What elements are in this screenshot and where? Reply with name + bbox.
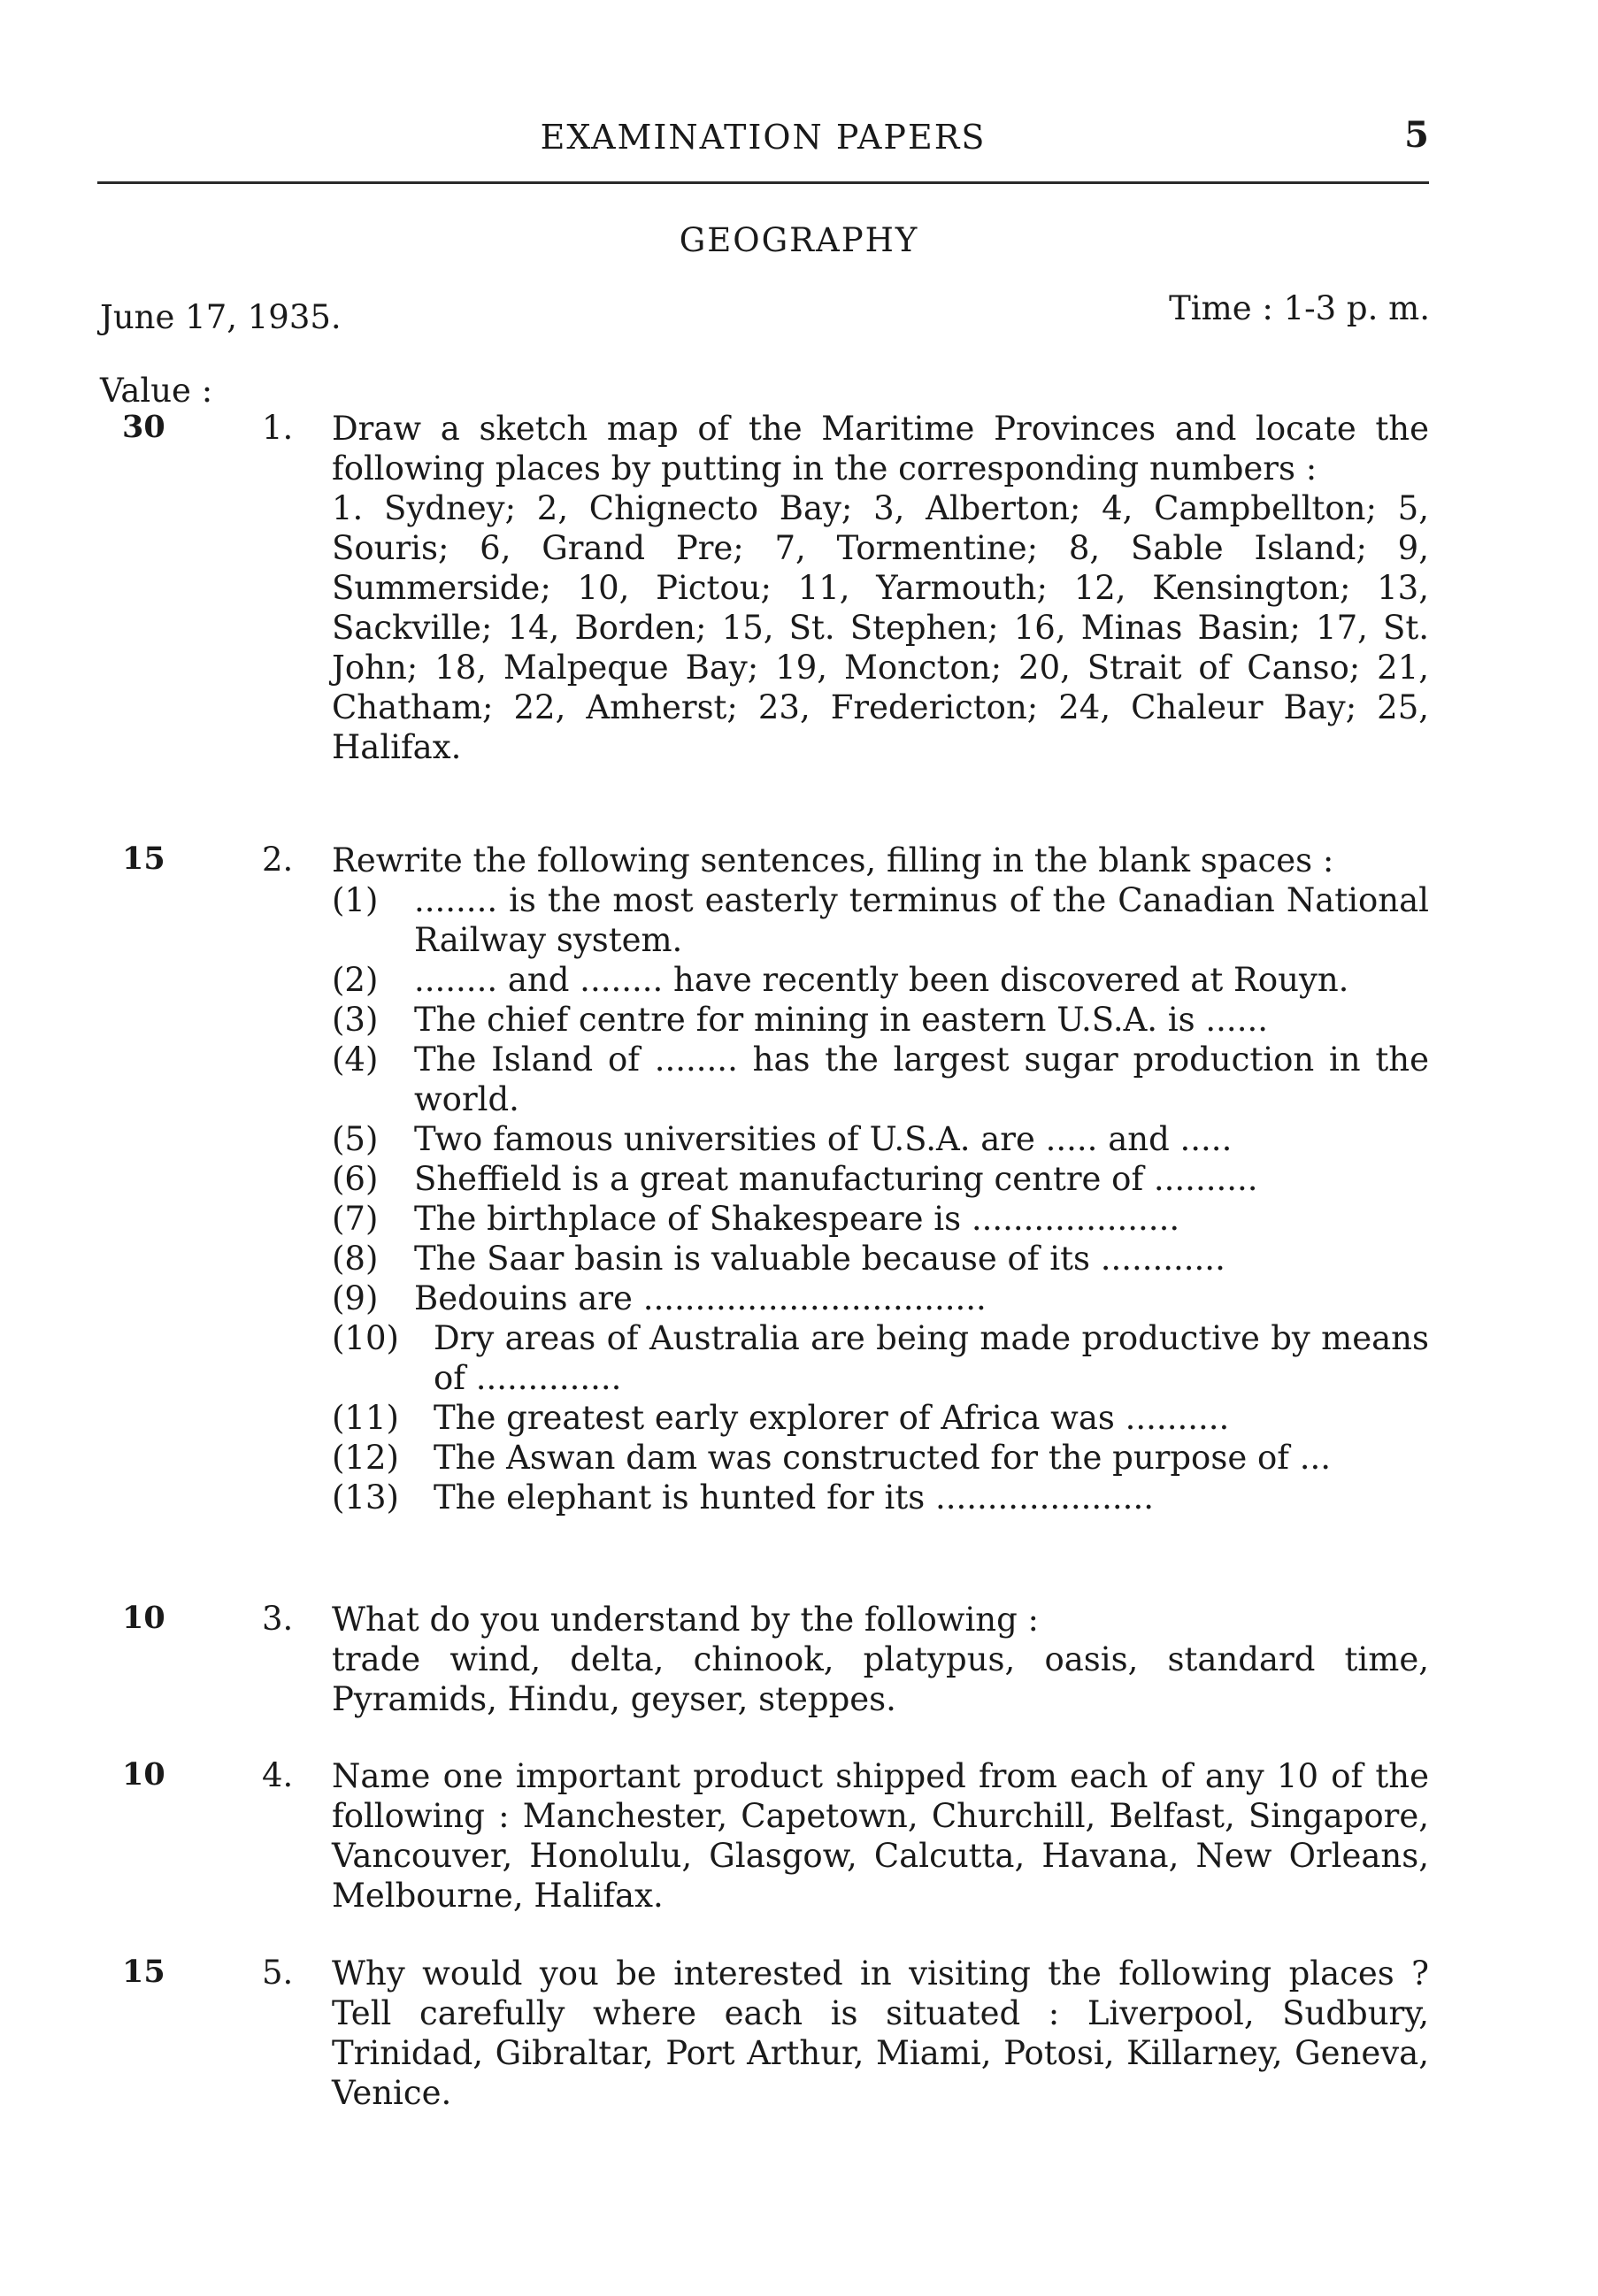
item-text: Sheffield is a great manufacturing centre of .......... xyxy=(414,1160,1258,1198)
item-text: The Aswan dam was constructed for the purpose of ... xyxy=(434,1439,1331,1477)
list-item xyxy=(332,1438,1429,1478)
list-item xyxy=(332,1119,1429,1159)
list-item xyxy=(332,960,1429,1000)
item-text: The Saar basin is valuable because of its ............ xyxy=(414,1240,1225,1278)
question-text: What do you understand by the following : xyxy=(332,1601,1040,1639)
question-value: 15 xyxy=(122,841,165,877)
question-body xyxy=(332,409,1429,767)
item-number: (13) xyxy=(332,1478,399,1517)
question-number: 4. xyxy=(262,1756,294,1794)
question-text: Name one important product shipped from each of any 10 of the following : Manchester, Capetown, Churchill, Belfast, Singapore, Vancouver, Honolulu, Glasgow, Calcutta, Havana, New Orleans, Melbourne, Halifax. xyxy=(332,1757,1429,1915)
item-number: (3) xyxy=(332,1001,379,1039)
item-text: ........ is the most easterly terminus of the Canadian National Railway system. xyxy=(414,881,1429,959)
item-text: ........ and ........ have recently been discovered at Rouyn. xyxy=(414,961,1349,999)
question-text: Draw a sketch map of the Maritime Provinces and locate the following places by putting in the corresponding numbers : xyxy=(332,410,1429,488)
list-item xyxy=(332,880,1429,960)
place-list: 1. Sydney; 2, Chignecto Bay; 3, Alberton; 4, Campbellton; 5, Souris; 6, Grand Pre; 7, Tormentine; 8, Sable Island; 9, Summerside; 10, Pictou; 11, Yarmouth; 12, Kensington; 13, Sackville; 14, Borden; 15, St. Stephen; 16, Minas Basin; 17, St. John; 18, Malpeque Bay; 19, Moncton; 20, Strait of Canso; 21, Chatham; 22, Amherst; 23, Fredericton; 24, Chaleur Bay; 25, Halifax. xyxy=(332,489,1429,766)
question-number: 2. xyxy=(262,841,294,879)
list-item xyxy=(332,1478,1429,1517)
item-text: The elephant is hunted for its ..................... xyxy=(434,1478,1154,1517)
item-text: Dry areas of Australia are being made productive by means of .............. xyxy=(434,1319,1429,1397)
question-number: 5. xyxy=(262,1954,294,1992)
list-item xyxy=(332,1318,1429,1398)
question-text: Rewrite the following sentences, filling in the blank spaces : xyxy=(332,841,1334,879)
item-number: (10) xyxy=(332,1319,399,1357)
exam-time: Time : 1-3 p. m. xyxy=(1169,289,1430,327)
question-value: 30 xyxy=(122,409,165,445)
list-item xyxy=(332,1199,1429,1239)
question-value: 10 xyxy=(122,1756,165,1793)
question-body xyxy=(332,1600,1429,1719)
list-item xyxy=(332,1279,1429,1318)
item-text: The Island of ........ has the largest sugar production in the world. xyxy=(414,1040,1429,1118)
list-item xyxy=(332,1159,1429,1199)
question-number: 3. xyxy=(262,1600,294,1638)
running-title: EXAMINATION PAPERS xyxy=(540,118,987,157)
list-item xyxy=(332,1040,1429,1119)
item-text: Two famous universities of U.S.A. are ..... and ..... xyxy=(414,1120,1233,1158)
item-number: (11) xyxy=(332,1399,399,1437)
item-number: (7) xyxy=(332,1200,379,1238)
question-body xyxy=(332,1756,1429,1916)
page-number: 5 xyxy=(1404,114,1429,156)
term-list: trade wind, delta, chinook, platypus, oasis, standard time, Pyramids, Hindu, geyser, steppes. xyxy=(332,1640,1429,1718)
header-rule xyxy=(97,181,1429,184)
subject-heading: GEOGRAPHY xyxy=(679,221,919,259)
question-body xyxy=(332,1954,1429,2113)
list-item xyxy=(332,1000,1429,1040)
item-text: The greatest early explorer of Africa was .......... xyxy=(434,1399,1230,1437)
exam-date: June 17, 1935. xyxy=(100,298,342,336)
item-text: The chief centre for mining in eastern U.S.A. is ...... xyxy=(414,1001,1268,1039)
item-number: (1) xyxy=(332,881,379,919)
item-text: Bedouins are ................................. xyxy=(414,1279,987,1317)
item-number: (4) xyxy=(332,1040,379,1079)
item-number: (9) xyxy=(332,1279,379,1317)
item-number: (2) xyxy=(332,961,379,999)
question-value: 10 xyxy=(122,1600,165,1636)
value-column-heading: Value : xyxy=(100,372,213,410)
question-body xyxy=(332,841,1429,1517)
running-head xyxy=(97,114,1429,166)
item-number: (5) xyxy=(332,1120,379,1158)
item-number: (6) xyxy=(332,1160,379,1198)
question-number: 1. xyxy=(262,409,294,447)
item-number: (12) xyxy=(332,1439,399,1477)
list-item xyxy=(332,1398,1429,1438)
blank-sentence-list xyxy=(332,880,1429,1517)
item-number: (8) xyxy=(332,1240,379,1278)
list-item xyxy=(332,1239,1429,1279)
item-text: The birthplace of Shakespeare is .................... xyxy=(414,1200,1180,1238)
question-text: Why would you be interested in visiting the following places ? Tell carefully where each is situated : Liverpool, Sudbury, Trinidad, Gibraltar, Port Arthur, Miami, Potosi, Killarney, Geneva, Venice. xyxy=(332,1954,1429,2112)
question-value: 15 xyxy=(122,1954,165,1990)
